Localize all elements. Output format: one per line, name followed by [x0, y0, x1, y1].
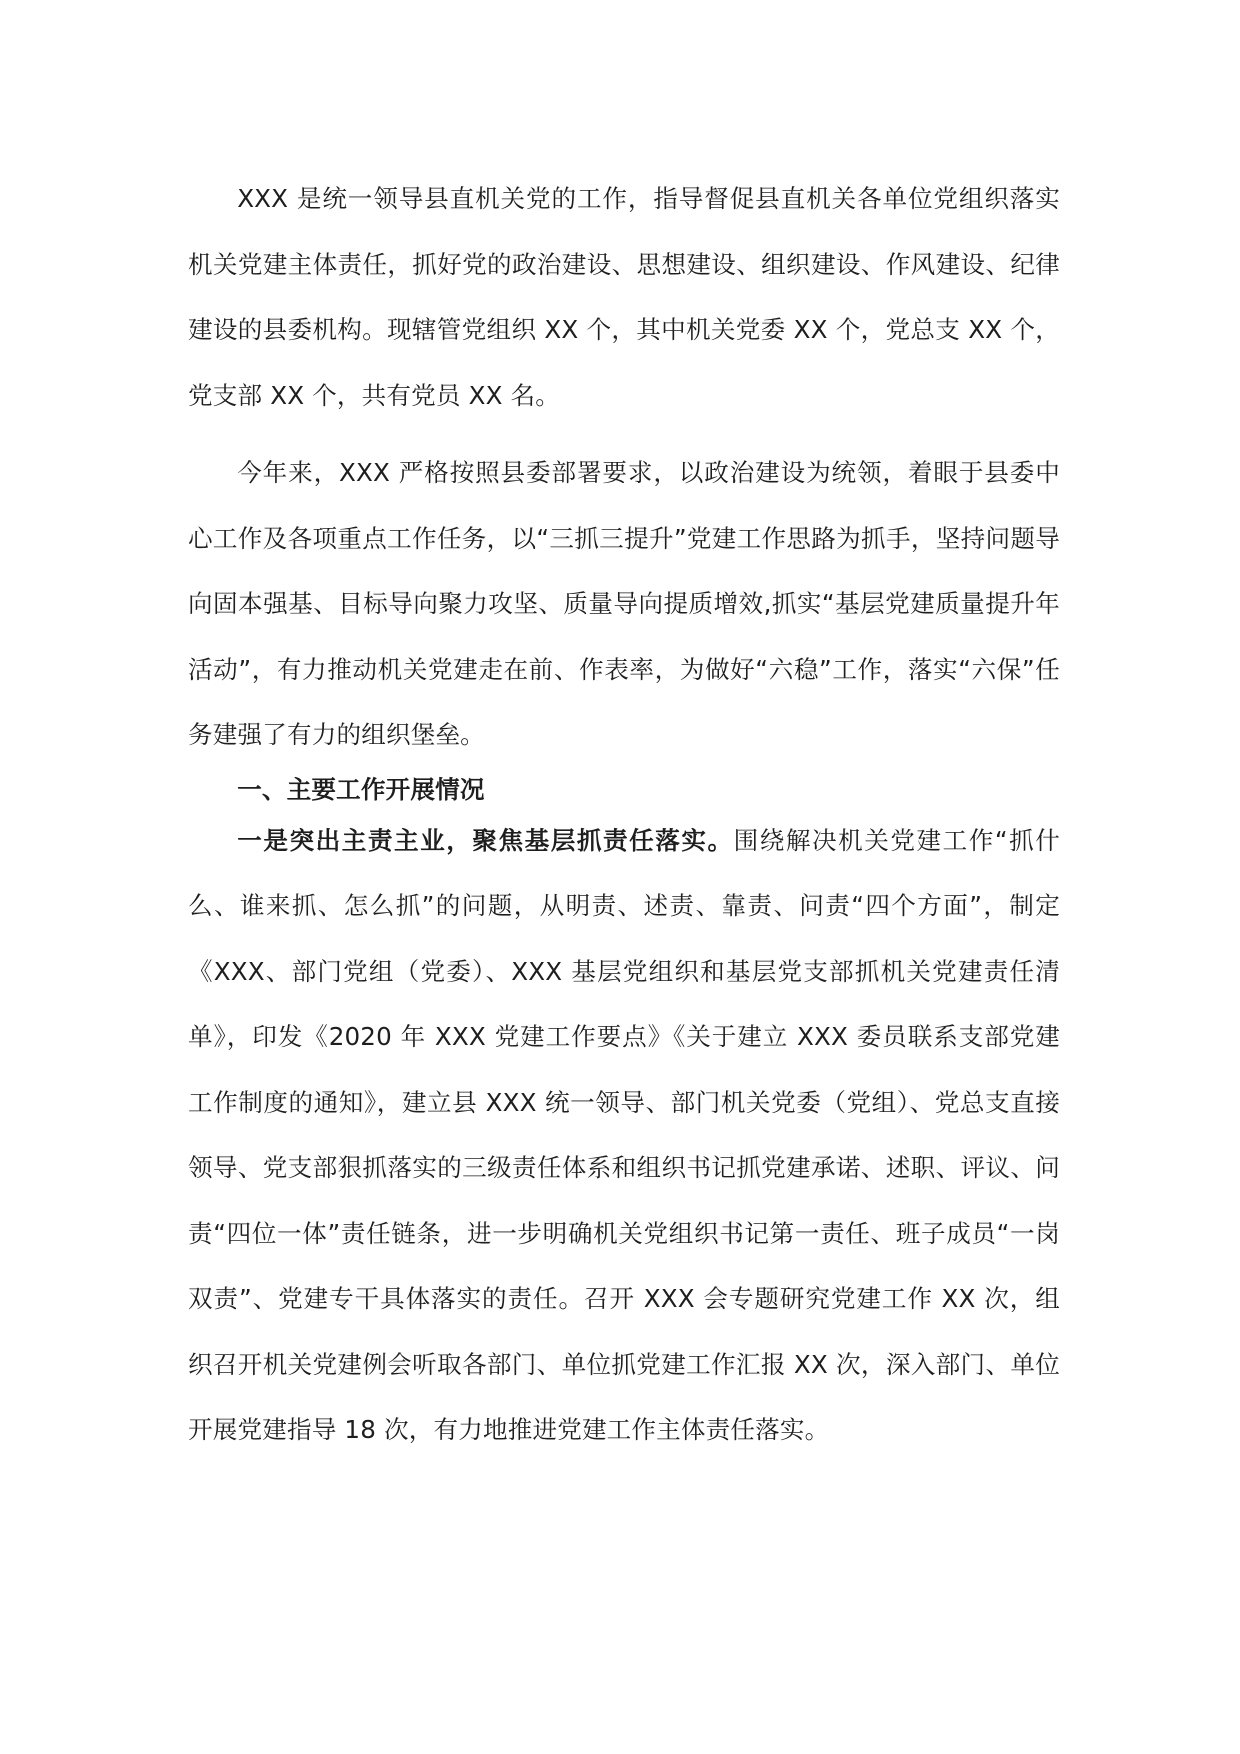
paragraph-intro: XXX 是统一领导县直机关党的工作，指导督促县直机关各单位党组织落实机关党建主体责任，抓好党的政治建设、思想建设、组织建设、作风建设、纪律建设的县委机构。现辖管党组织 XX 个，其中机关党委 XX 个，党总支 XX 个，党支部 XX 个，共有党员 XX 名。: [188, 184, 1060, 410]
document-body: [188, 166, 1060, 1463]
paragraph-item-one-body: 围绕解决机关党建工作“抓什么、谁来抓、怎么抓”的问题，从明责、述责、靠责、问责“四个方面”，制定《XXX、部门党组（党委）、XXX 基层党组织和基层党支部抓机关党建责任清单》，印发《2020 年 XXX 党建工作要点》《关于建立 XXX 委员联系支部党建工作制度的通知》，建立县 XXX 统一领导、部门机关党委（党组）、党总支直接领导、党支部狠抓落实的三级责任体系和组织书记抓党建承诺、述职、评议、问责“四位一体”责任链条，进一步明确机关党组织书记第一责任、班子成员“一岗双责”、党建专干具体落实的责任。召开 XXX 会专题研究党建工作 XX 次，组织召开机关党建例会听取各部门、单位抓党建工作汇报 XX 次，深入部门、单位开展党建指导 18 次，有力地推进党建工作主体责任落实。: [188, 825, 1060, 1444]
section-heading: 一、主要工作开展情况: [237, 774, 485, 804]
paragraph-summary: 今年来，XXX 严格按照县委部署要求，以政治建设为统领，着眼于县委中心工作及各项重点工作任务，以“三抓三提升”党建工作思路为抓手，坚持问题导向固本强基、目标导向聚力攻坚、质量导向提质增效,抓实“基层党建质量提升年活动”，有力推动机关党建走在前、作表率，为做好“六稳”工作，落实“六保”任务建强了有力的组织堡垒。: [188, 458, 1060, 749]
paragraph-item-one: [188, 808, 1060, 1463]
paragraph-item-one-lead: 一是突出主责主业，聚焦基层抓责任落实。: [237, 825, 734, 855]
